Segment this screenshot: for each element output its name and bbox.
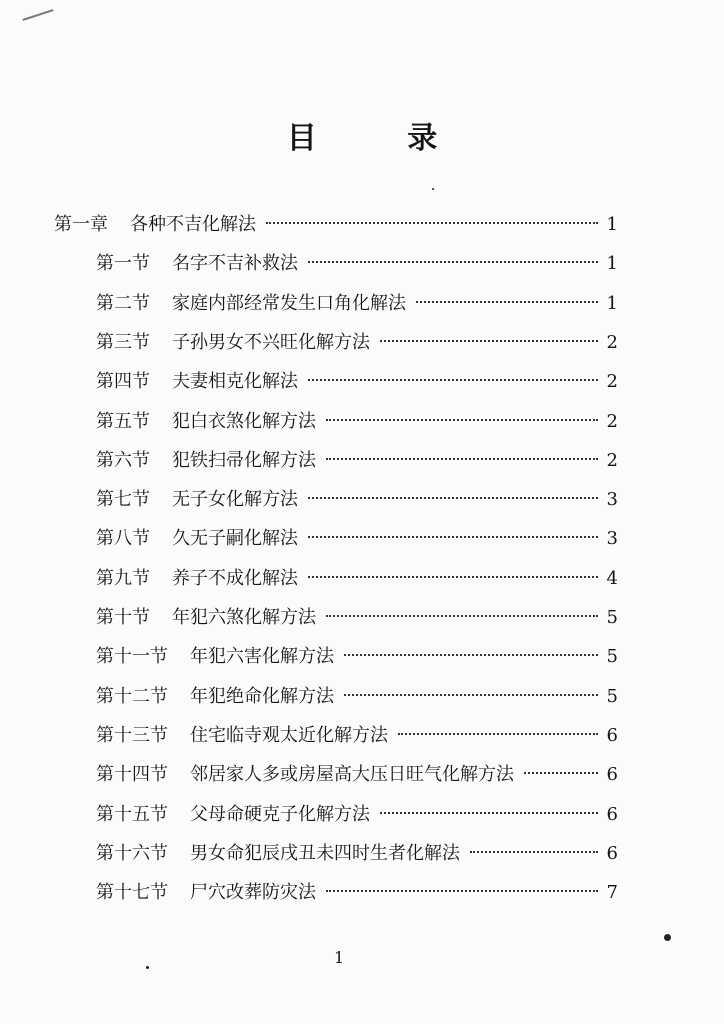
toc-label: 第八节 (96, 528, 150, 549)
dot-leader (326, 419, 598, 421)
dot-leader (380, 340, 598, 342)
dot-leader (470, 851, 598, 853)
toc-section-row (96, 291, 618, 317)
toc-label: 第十节 (96, 607, 150, 628)
toc-page-number: 6 (606, 843, 618, 864)
dot-leader (308, 261, 598, 263)
toc-title: 年犯绝命化解方法 (190, 686, 334, 707)
toc-page-number: 3 (606, 489, 618, 510)
toc-section-row (96, 684, 618, 710)
toc-title: 年犯六煞化解方法 (172, 607, 316, 628)
toc-title: 养子不成化解法 (172, 568, 298, 589)
toc-page-number: 5 (606, 686, 618, 707)
toc-chapter-row (54, 212, 618, 238)
dot-leader (524, 772, 598, 774)
toc-title: 犯白衣煞化解方法 (172, 411, 316, 432)
toc-title: 年犯六害化解方法 (190, 646, 334, 667)
page-title: 目 录 (286, 121, 478, 156)
toc-label: 第六节 (96, 450, 150, 471)
toc-label: 第五节 (96, 411, 150, 432)
toc-title: 父母命硬克子化解方法 (190, 804, 370, 825)
toc-page-number: 6 (606, 725, 618, 746)
dot-leader (326, 615, 598, 617)
toc-label: 第七节 (96, 489, 150, 510)
dot-leader (398, 733, 598, 735)
toc-title: 无子女化解方法 (172, 489, 298, 510)
toc-section-row (96, 526, 618, 552)
dot-leader (326, 458, 598, 460)
dot-leader (380, 812, 598, 814)
toc-page-number: 1 (606, 293, 618, 314)
toc-section-row (96, 880, 618, 906)
toc-section-row (96, 723, 618, 749)
dot-leader (326, 890, 598, 892)
toc-label: 第一章 (54, 214, 108, 235)
scan-mark (22, 9, 53, 21)
toc-page-number: 4 (606, 568, 618, 589)
toc-label: 第十七节 (96, 882, 168, 903)
toc-section-row (96, 369, 618, 395)
toc-section-row (96, 409, 618, 435)
toc-title: 久无子嗣化解法 (172, 528, 298, 549)
toc-page-number: 5 (606, 607, 618, 628)
dot-leader (308, 536, 598, 538)
toc-label: 第十三节 (96, 725, 168, 746)
toc-title: 家庭内部经常发生口角化解法 (172, 293, 406, 314)
toc-page-number: 2 (606, 411, 618, 432)
dot-leader (308, 576, 598, 578)
scan-speck (432, 188, 434, 190)
toc-title: 犯铁扫帚化解方法 (172, 450, 316, 471)
toc-section-row (96, 487, 618, 513)
toc-page-number: 1 (606, 214, 618, 235)
toc-title: 各种不吉化解法 (130, 214, 256, 235)
toc-label: 第一节 (96, 253, 150, 274)
toc-section-row (96, 605, 618, 631)
toc-label: 第十五节 (96, 804, 168, 825)
toc-section-row (96, 802, 618, 828)
toc-page-number: 2 (606, 450, 618, 471)
toc-title: 名字不吉补救法 (172, 253, 298, 274)
toc-page-number: 5 (606, 646, 618, 667)
dot-leader (344, 694, 598, 696)
toc-page-number: 6 (606, 764, 618, 785)
toc-label: 第三节 (96, 332, 150, 353)
toc-label: 第九节 (96, 568, 150, 589)
toc-section-row (96, 762, 618, 788)
toc-section-row (96, 644, 618, 670)
toc-page-number: 7 (606, 882, 618, 903)
dot-leader (308, 497, 598, 499)
toc-label: 第十二节 (96, 686, 168, 707)
toc-title: 男女命犯辰戌丑未四时生者化解法 (190, 843, 460, 864)
page-number: 1 (334, 948, 345, 967)
dot-leader (308, 379, 598, 381)
toc-title: 尸穴改葬防灾法 (190, 882, 316, 903)
toc-section-row (96, 566, 618, 592)
dot-leader (266, 222, 598, 224)
scan-speck (664, 934, 671, 941)
toc-page-number: 2 (606, 371, 618, 392)
toc-title: 邻居家人多或房屋高大压日旺气化解方法 (190, 764, 514, 785)
toc-section-row (96, 448, 618, 474)
toc-label: 第十一节 (96, 646, 168, 667)
toc-label: 第十六节 (96, 843, 168, 864)
toc-page-number: 6 (606, 804, 618, 825)
dot-leader (416, 301, 598, 303)
toc-section-row (96, 251, 618, 277)
scan-speck (146, 966, 149, 969)
toc-title: 住宅临寺观太近化解方法 (190, 725, 388, 746)
toc-page-number: 2 (606, 332, 618, 353)
toc-section-row (96, 841, 618, 867)
dot-leader (344, 654, 598, 656)
toc-section-row (96, 330, 618, 356)
toc-page-number: 3 (606, 528, 618, 549)
toc-label: 第四节 (96, 371, 150, 392)
toc-title: 夫妻相克化解法 (172, 371, 298, 392)
toc-page-number: 1 (606, 253, 618, 274)
toc-label: 第十四节 (96, 764, 168, 785)
toc-title: 子孙男女不兴旺化解方法 (172, 332, 370, 353)
toc-label: 第二节 (96, 293, 150, 314)
